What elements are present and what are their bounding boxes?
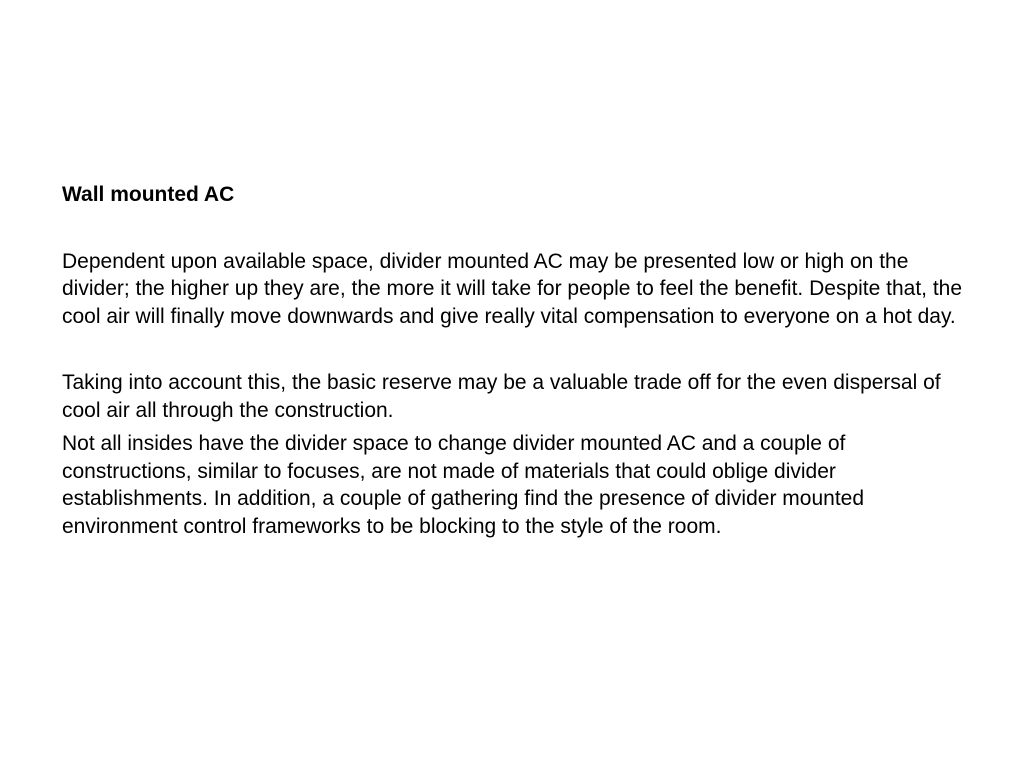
paragraph-1: Dependent upon available space, divider mounted AC may be presented low or high on the divider; the higher up they are, the more it will take for people to feel the benefit. Despite that, the cool air will finally move downwards and give really vital compensation to everyone on a hot day. (62, 249, 963, 328)
slide-heading: Wall mounted AC (62, 183, 235, 206)
slide-body (62, 181, 972, 540)
paragraph-2: Taking into account this, the basic reserve may be a valuable trade off for the even dispersal of cool air all through the construction. (62, 371, 941, 422)
paragraph-3: Not all insides have the divider space to change divider mounted AC and a couple of constructions, similar to focuses, are not made of materials that could oblige divider establishments. In addition, a couple of gathering find the presence of divider mounted environment control frameworks to be blocking to the style of the room. (62, 432, 865, 538)
